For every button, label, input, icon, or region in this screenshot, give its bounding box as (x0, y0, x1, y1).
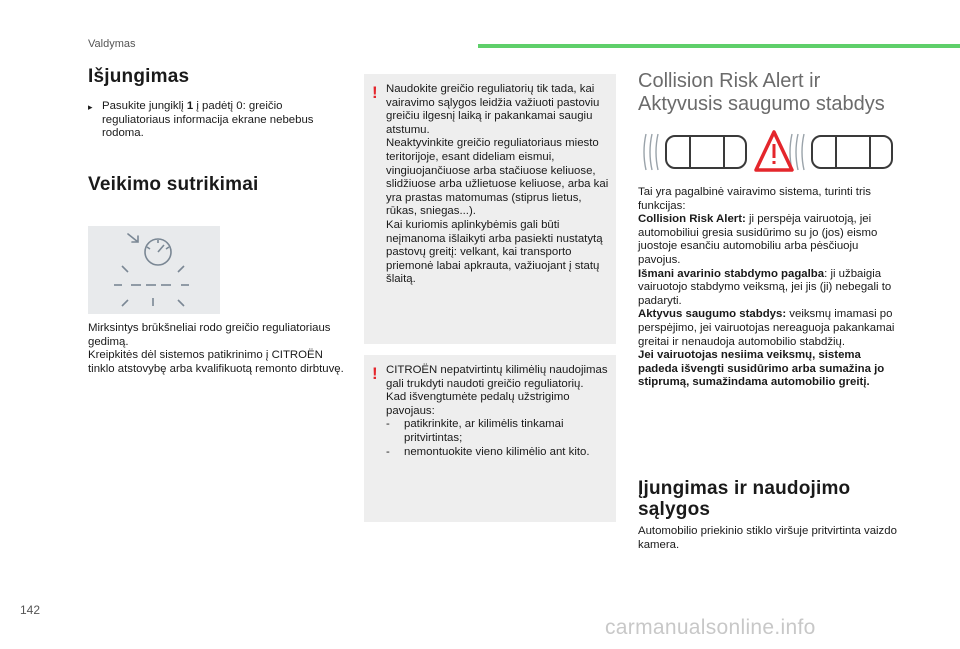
arrow-bullet-icon: ▸ (88, 102, 93, 112)
cruise-control-dashes-icon (88, 226, 220, 314)
activation-title: Įjungimas ir naudojimo sąlygos (638, 478, 851, 520)
warning-panel-floor-mats: ! CITROËN nepatvirtintų kilimėlių naudojimas gali trukdyti naudoti greičio reguliatorių. Kad išvengtumėte pedalų užstrigimo pavojaus: - patikrinkite, ar kilimėlis tinkamai pritvirtintas; - nemontuokite vieno kilimėlio ant kito. (364, 355, 616, 522)
activation-text: Automobilio priekinio stiklo viršuje pritvirtinta vaizdo kamera. (638, 525, 897, 551)
list-item: - nemontuokite vieno kilimėlio ant kito. (386, 445, 590, 458)
list-item: - patikrinkite, ar kilimėlis tinkamai pritvirtintas; (386, 418, 564, 444)
page-number: 142 (20, 603, 41, 617)
watermark: carmanualsonline.info (605, 616, 816, 639)
warning-panel-cruise-usage: ! Naudokite greičio reguliatorių tik tada, kai vairavimo sąlygos leidžia važiuoti pastoviu greičiu ilgesnį laiką ir pakankamai saugiu atstumu. Neaktyvinkite greičio reguliatoriaus miesto teritorijoje, esant dideliam eismui, vingiuojančiuose arba stačiuose keliuose, slidžiuose arba užlietuose keliuose, arba kai yra prastas matomumas (stiprus lietus, rūkas, sniegas...). Kai kuriomis aplinkybėmis gali būti neįmanoma išlaikyti arba pasiekti nustatytą pastovų greitį: velkant, kai transporto priemonė labai apkrauta, važiuojant į statų šlaitą. (364, 74, 616, 344)
malfunction-text: Mirksintys brūkšneliai rodo greičio reguliatoriaus gedimą. Kreipkitės dėl sistemos patikrinimo į CITROËN tinklo atstovybę arba kvalifikuotą remonto dirbtuvę. (88, 322, 344, 375)
collision-title: Collision Risk Alert ir Aktyvusis saugumo stabdys (638, 70, 885, 115)
off-title: Išjungimas (88, 66, 190, 87)
exclamation-icon: ! (372, 83, 378, 102)
malfunction-title: Veikimo sutrikimai (88, 174, 259, 195)
section-color-bar (478, 44, 960, 48)
collision-alert-cars-icon (640, 126, 898, 178)
collision-description: Tai yra pagalbinė vairavimo sistema, turinti tris funkcijas: Collision Risk Alert: ji perspėja vairuotoją, jei automobiliui gresia susidūrimo su jo (jos) eismo juostoje esančiu automobiliu arba pėsčiuoju pavojus. Išmani avarinio stabdymo pagalba: ji užbaigia vairuotojo stabdymo veiksmą, jei jis (ji) nebegali to padaryti. Aktyvus saugumo stabdys: veiksmų imamasi po perspėjimo, jei vairuotojas nereaguoja pakankamai greitai ir nenaudoja automobilio stabdžių. Jei vairuotojas nesiima veiksmų, sistema padeda išvengti susidūrimo arba sumažina jo stiprumą, sumažindama automobilio greitį. (638, 186, 895, 389)
off-instruction: ▸ Pasukite jungiklį 1 į padėtį 0: greičio reguliatoriaus informacija ekrane nebebus rodoma. (88, 100, 314, 140)
section-label: Valdymas (88, 38, 136, 50)
exclamation-icon: ! (372, 364, 378, 383)
